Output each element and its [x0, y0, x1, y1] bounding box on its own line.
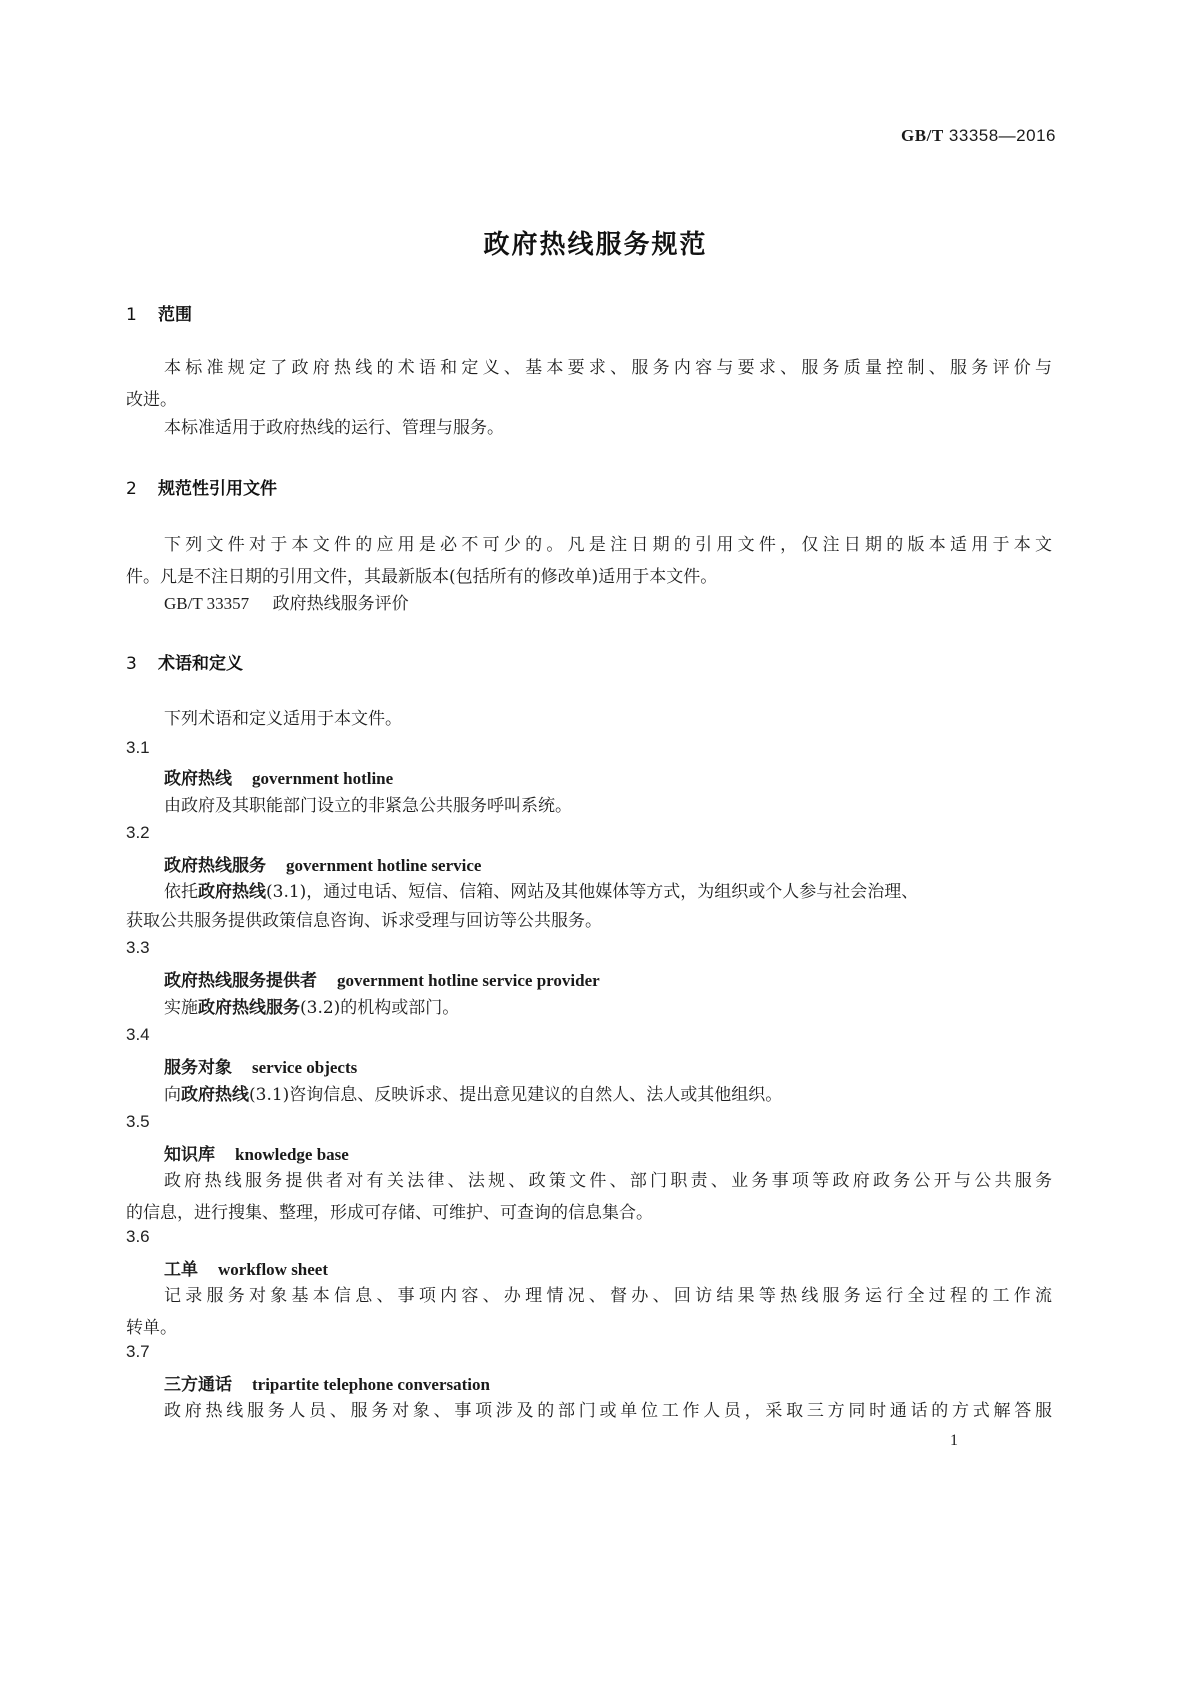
term-heading: [164, 1255, 328, 1280]
paragraph-line: 的信息，进行搜集、整理，形成可存储、可维护、可查询的信息集合。: [126, 1203, 653, 1223]
normative-reference: [164, 588, 409, 620]
definition-text: (3.2)的机构或部门。: [300, 998, 460, 1018]
standard-code: 33358—2016: [948, 126, 1056, 145]
term-number: 3.6: [126, 1227, 150, 1246]
section-title: 术语和定义: [158, 654, 243, 674]
term-number: 3.1: [126, 738, 150, 757]
section-2-paragraph-1: [126, 529, 1052, 593]
term-english: government hotline service provider: [337, 971, 600, 990]
definition-text: 实施: [164, 998, 198, 1018]
term-english: service objects: [252, 1058, 358, 1077]
term-chinese: 三方通话: [164, 1375, 232, 1395]
section-number: 1: [126, 305, 137, 325]
term-number: 3.3: [126, 938, 150, 957]
section-3-intro: 下列术语和定义适用于本文件。: [164, 709, 402, 729]
paragraph-line: 转单。: [126, 1318, 177, 1338]
term-definition: [164, 1079, 782, 1111]
term-number: 3.7: [126, 1342, 150, 1361]
paragraph-line: 本标准规定了政府热线的术语和定义、基本要求、服务内容与要求、服务质量控制、服务评价与: [164, 358, 1052, 378]
paragraph-line: 改进。: [126, 390, 177, 410]
definition-text: (3.1)咨询信息、反映诉求、提出意见建议的自然人、法人或其他组织。: [249, 1085, 783, 1105]
term-reference: 政府热线: [198, 882, 266, 902]
paragraph-line: 政府热线服务人员、服务对象、事项涉及的部门或单位工作人员，采取三方同时通话的方式解答服: [164, 1401, 1052, 1421]
term-definition-continued: 获取公共服务提供政策信息咨询、诉求受理与回访等公共服务。: [126, 911, 602, 931]
term-english: government hotline: [252, 769, 394, 788]
term-reference: 政府热线服务: [198, 998, 300, 1018]
term-english: workflow sheet: [218, 1260, 329, 1279]
standard-number: [901, 126, 1056, 146]
paragraph-line: 件。凡是不注日期的引用文件，其最新版本(包括所有的修改单)适用于本文件。: [126, 567, 718, 587]
term-definition: [126, 1395, 1052, 1427]
term-definition: [126, 1280, 1052, 1344]
page-number: 1: [950, 1432, 958, 1449]
term-heading: [164, 851, 481, 876]
term-chinese: 服务对象: [164, 1058, 232, 1078]
term-heading: [164, 966, 600, 991]
term-definition: [164, 876, 918, 908]
term-definition: [126, 1165, 1052, 1229]
term-definition: [164, 992, 459, 1024]
definition-text: 向: [164, 1085, 181, 1105]
definition-text: (3.1)，通过电话、短信、信箱、网站及其他媒体等方式，为组织或个人参与社会治理、: [266, 882, 919, 902]
term-chinese: 政府热线服务: [164, 856, 266, 876]
standard-prefix: GB/T: [901, 126, 944, 145]
term-chinese: 工单: [164, 1260, 198, 1280]
term-chinese: 知识库: [164, 1145, 215, 1165]
reference-title: 政府热线服务评价: [272, 594, 409, 614]
term-reference: 政府热线: [181, 1085, 249, 1105]
paragraph-line: 记录服务对象基本信息、事项内容、办理情况、督办、回访结果等热线服务运行全过程的工作流: [164, 1286, 1052, 1306]
paragraph-line: 政府热线服务提供者对有关法律、法规、政策文件、部门职责、业务事项等政府政务公开与公共服务: [164, 1171, 1052, 1191]
term-english: government hotline service: [286, 856, 482, 875]
term-heading: [164, 1140, 349, 1165]
paragraph-line: 下列文件对于本文件的应用是必不可少的。凡是注日期的引用文件，仅注日期的版本适用于本文: [164, 535, 1052, 555]
section-3-heading: [126, 649, 243, 674]
section-title: 规范性引用文件: [158, 479, 277, 499]
section-1-paragraph-2: 本标准适用于政府热线的运行、管理与服务。: [164, 418, 504, 438]
reference-code: GB/T 33357: [164, 594, 250, 613]
term-chinese: 政府热线服务提供者: [164, 971, 317, 991]
section-2-heading: [126, 474, 277, 499]
term-heading: [164, 764, 393, 789]
term-heading: [164, 1370, 490, 1395]
document-title: 政府热线服务规范: [483, 230, 708, 260]
term-chinese: 政府热线: [164, 769, 232, 789]
term-number: 3.5: [126, 1112, 150, 1131]
term-english: tripartite telephone conversation: [252, 1375, 490, 1394]
section-1-heading: [126, 300, 192, 325]
definition-text: 依托: [164, 882, 198, 902]
term-definition: 由政府及其职能部门设立的非紧急公共服务呼叫系统。: [164, 796, 572, 816]
term-heading: [164, 1053, 357, 1078]
section-number: 3: [126, 654, 137, 674]
term-number: 3.4: [126, 1025, 150, 1044]
term-number: 3.2: [126, 823, 150, 842]
section-number: 2: [126, 479, 137, 499]
section-title: 范围: [158, 305, 192, 325]
section-1-paragraph-1: [126, 352, 1052, 416]
term-english: knowledge base: [235, 1145, 349, 1164]
